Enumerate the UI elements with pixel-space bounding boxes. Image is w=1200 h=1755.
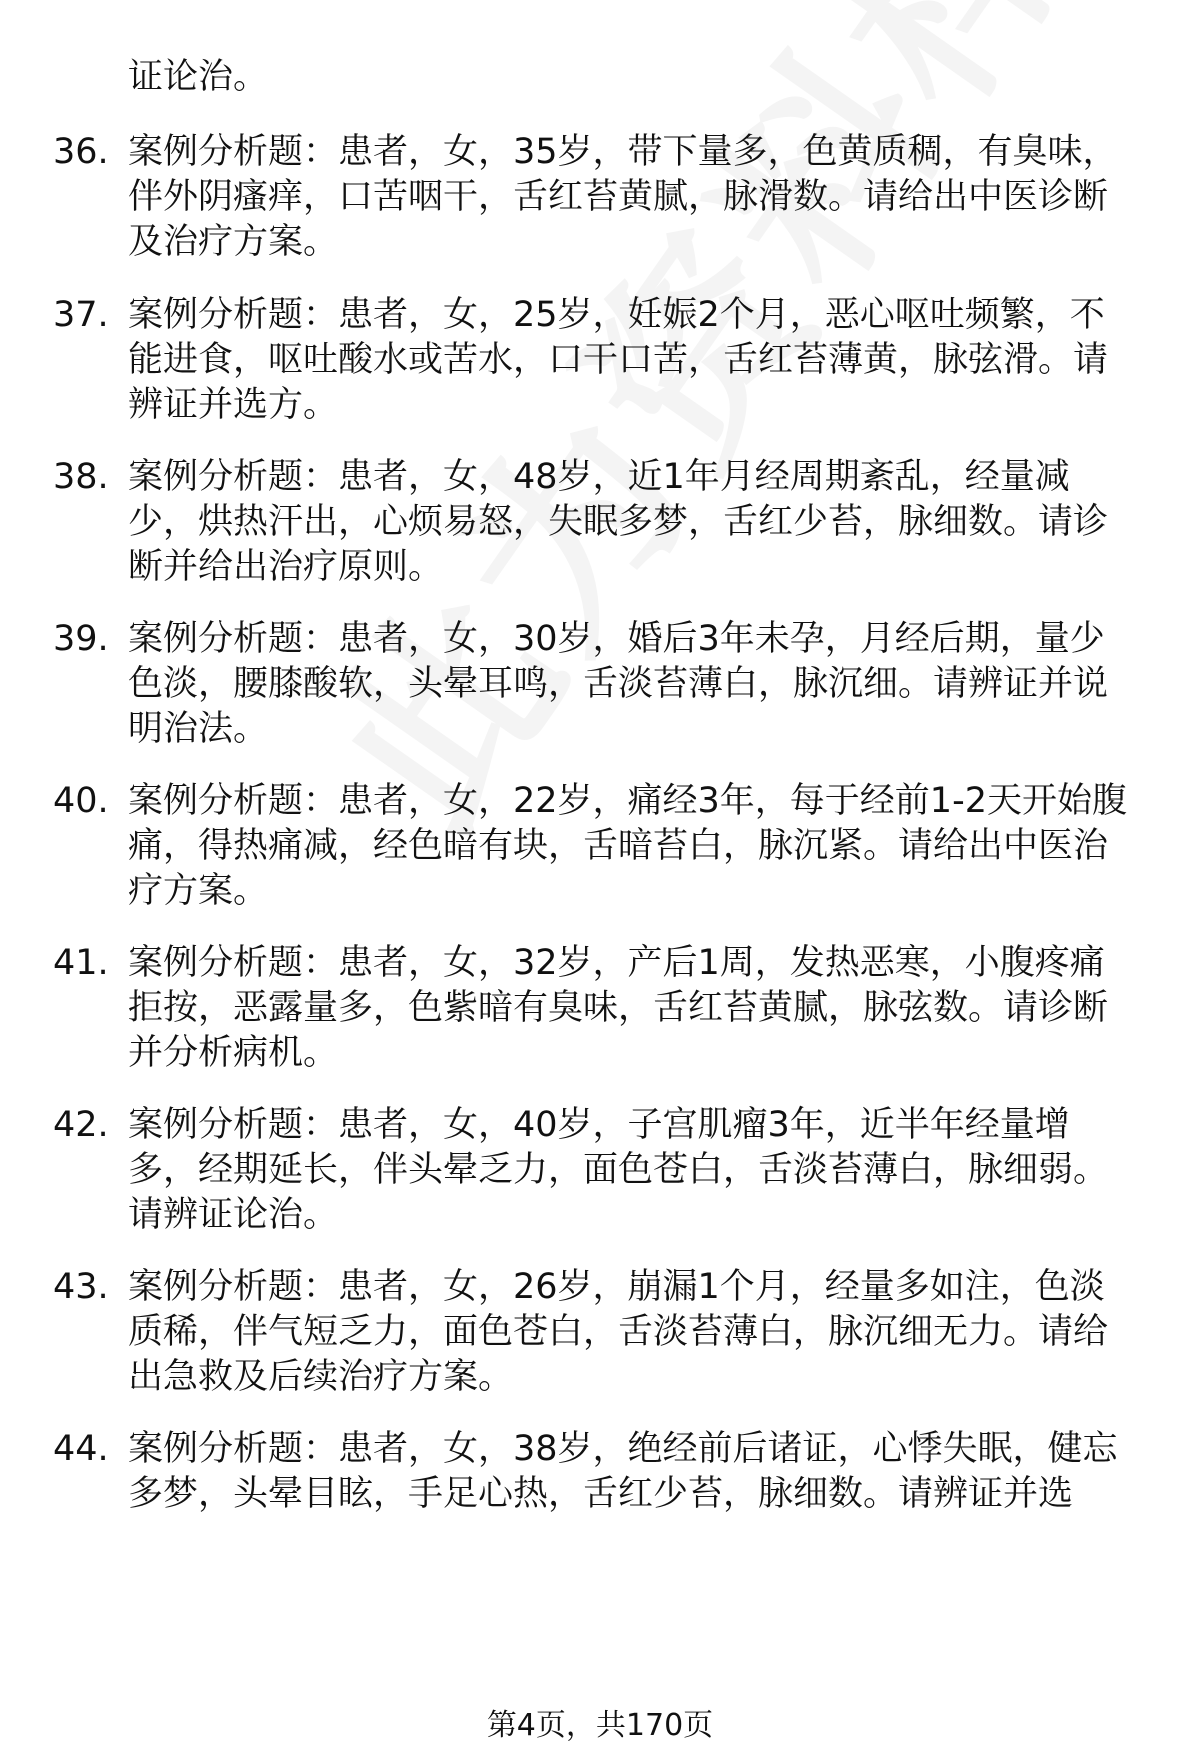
question-line: 辨证并选方。 xyxy=(128,385,339,425)
question-number: 41. xyxy=(53,943,109,983)
question-line: 案例分析题：患者，女，25岁，妊娠2个月，恶心呕吐频繁，不 xyxy=(128,295,1105,335)
question-line: 案例分析题：患者，女，26岁，崩漏1个月，经量多如注，色淡 xyxy=(128,1267,1105,1307)
question-number: 39. xyxy=(53,619,109,659)
question-line: 案例分析题：患者，女，48岁，近1年月经周期紊乱，经量减 xyxy=(128,457,1070,497)
question-line: 案例分析题：患者，女，40岁，子宫肌瘤3年，近半年经量增 xyxy=(128,1105,1070,1145)
question-line: 少，烘热汗出，心烦易怒，失眠多梦，舌红少苔，脉细数。请诊 xyxy=(128,502,1109,542)
question-line: 案例分析题：患者，女，22岁，痛经3年，每于经前1-2天开始腹 xyxy=(128,781,1127,821)
question-number: 37. xyxy=(53,295,109,335)
question-line: 出急救及后续治疗方案。 xyxy=(128,1357,514,1397)
question-line: 并分析病机。 xyxy=(128,1033,339,1073)
question-line: 色淡，腰膝酸软，头晕耳鸣，舌淡苔薄白，脉沉细。请辨证并说 xyxy=(128,664,1109,704)
question-line: 多，经期延长，伴头晕乏力，面色苍白，舌淡苔薄白，脉细弱。 xyxy=(128,1150,1109,1190)
intro-line: 证论治。 xyxy=(128,57,269,97)
question-line: 明治法。 xyxy=(128,709,269,749)
question-number: 38. xyxy=(53,457,109,497)
question-line: 痛，得热痛减，经色暗有块，舌暗苔白，脉沉紧。请给出中医治 xyxy=(128,826,1109,866)
question-number: 44. xyxy=(53,1429,109,1469)
question-line: 案例分析题：患者，女，35岁，带下量多，色黄质稠，有臭味， xyxy=(128,132,1118,172)
question-number: 40. xyxy=(53,781,109,821)
question-number: 42. xyxy=(53,1105,109,1145)
question-line: 及治疗方案。 xyxy=(128,222,339,262)
question-line: 疗方案。 xyxy=(128,871,269,911)
question-line: 伴外阴瘙痒，口苦咽干，舌红苔黄腻，脉滑数。请给出中医诊断 xyxy=(128,177,1109,217)
question-line: 质稀，伴气短乏力，面色苍白，舌淡苔薄白，脉沉细无力。请给 xyxy=(128,1312,1109,1352)
question-line: 案例分析题：患者，女，38岁，绝经前后诸证，心悸失眠，健忘 xyxy=(128,1429,1118,1469)
question-line: 能进食，呕吐酸水或苦水，口干口苦，舌红苔薄黄，脉弦滑。请 xyxy=(128,340,1109,380)
question-line: 案例分析题：患者，女，30岁，婚后3年未孕，月经后期，量少 xyxy=(128,619,1105,659)
question-number: 36. xyxy=(53,132,109,172)
question-line: 多梦，头晕目眩，手足心热，舌红少苔，脉细数。请辨证并选 xyxy=(128,1474,1074,1514)
question-line: 案例分析题：患者，女，32岁，产后1周，发热恶寒，小腹疼痛 xyxy=(128,943,1105,983)
question-number: 43. xyxy=(53,1267,109,1307)
question-line: 断并给出治疗原则。 xyxy=(128,547,444,587)
page-footer: 第4页，共170页 xyxy=(486,1708,714,1743)
question-line: 拒按，恶露量多，色紫暗有臭味，舌红苔黄腻，脉弦数。请诊断 xyxy=(128,988,1109,1028)
question-line: 请辨证论治。 xyxy=(128,1195,339,1235)
